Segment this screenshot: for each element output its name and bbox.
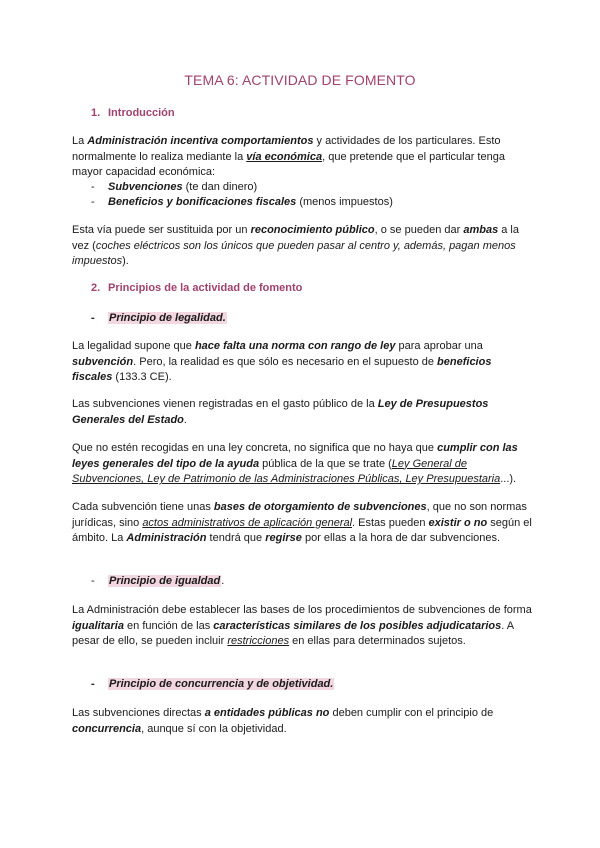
paragraph-intro	[72, 134, 532, 181]
section-heading-introduccion	[91, 107, 175, 119]
emphasis: Administración	[126, 532, 207, 544]
paragraph-leyes-generales	[72, 441, 532, 488]
list-item-subvenciones	[91, 180, 257, 196]
text: , que pretende que el particular tenga mayor capacidad económica:	[72, 150, 505, 178]
principle-heading-igualdad	[91, 574, 224, 590]
text: (te dan dinero)	[182, 181, 258, 193]
text: . A pesar de ello, se pueden incluir	[72, 619, 514, 647]
highlighted-label: Principio de concurrencia y de objetividad.	[109, 678, 334, 690]
law-references: Ley General de Subvenciones, Ley de Patrimonio de las Administraciones Públicas, Ley Presupuestaria	[72, 457, 501, 485]
text: , aunque sí con la objetividad.	[141, 722, 287, 735]
text: a la vez (	[72, 224, 519, 252]
text: en función de las	[123, 619, 214, 632]
text: Esta vía puede ser sustituida por un	[72, 224, 251, 236]
emphasis: ambas	[463, 224, 499, 236]
list-item-beneficios	[91, 195, 393, 211]
emphasis: vía económica	[246, 150, 323, 163]
emphasis: Ley de Presupuestos Generales del Estado	[72, 398, 489, 426]
emphasis: a entidades públicas	[204, 707, 313, 719]
section-number: 1.	[91, 107, 101, 119]
emphasis: hace falta una norma con rango de ley	[194, 340, 396, 352]
text: Las subvenciones directas	[72, 707, 205, 719]
emphasis: igualitaria	[72, 619, 124, 632]
paragraph-bases	[72, 500, 532, 547]
text: pública de la que se trate (	[259, 457, 392, 470]
text: Que no estén recogidas en una ley concreta, no significa que no haya que	[72, 442, 438, 454]
emphasis: cumplir con las leyes generales del tipo de la ayuda	[72, 442, 518, 470]
text: tendrá que	[206, 532, 266, 544]
section-label: Principios de la actividad de fomento	[108, 282, 303, 294]
emphasis: reconocimiento público	[250, 224, 375, 236]
text: . Estas pueden	[352, 516, 429, 529]
emphasis: regirse	[265, 532, 302, 544]
bullet-dash: -	[91, 196, 95, 208]
text: (133.3 CE).	[112, 371, 172, 383]
text: y actividades de los particulares. Esto normalmente lo realiza mediante la	[72, 135, 501, 163]
underlined-term: actos administrativos de aplicación general	[142, 516, 353, 529]
paragraph-concurrencia	[72, 706, 532, 737]
text: para aprobar una	[395, 340, 483, 352]
section-label: Introducción	[108, 107, 175, 119]
paragraph-legalidad	[72, 339, 532, 386]
text: La	[72, 135, 88, 147]
document-title: TEMA 6: ACTIVIDAD DE FOMENTO	[184, 72, 416, 88]
text: por ellas a la hora de dar subvenciones.	[301, 532, 501, 544]
section-heading-principios	[91, 282, 302, 294]
text: .	[221, 575, 225, 587]
emphasis: bases de otorgamiento de subvenciones	[213, 501, 427, 513]
text: Las subvenciones vienen registradas en el gasto público de la	[72, 398, 378, 410]
highlighted-label: Principio de igualdad	[109, 575, 221, 587]
section-number: 2.	[91, 282, 101, 294]
text: (menos impuestos)	[296, 196, 393, 208]
text: , que no son normas jurídicas, sino	[72, 501, 527, 529]
emphasis: Administración incentiva comportamientos	[87, 135, 314, 147]
text: según el ámbito. La	[72, 516, 532, 544]
paragraph-igualdad	[72, 603, 532, 650]
text: Cada subvención tiene unas	[72, 501, 214, 513]
emphasis: beneficios fiscales	[72, 355, 492, 383]
emphasis: características similares de los posibles adjudicatarios	[213, 619, 502, 632]
emphasis: no	[315, 707, 330, 719]
text: ...).	[500, 473, 517, 485]
text: en ellas para determinados sujetos.	[289, 635, 466, 647]
example-note: coches eléctricos son los únicos que pueden pasar al centro y, además, pagan menos impuestos	[72, 239, 516, 267]
bullet-dash: -	[91, 678, 95, 690]
emphasis: concurrencia	[72, 722, 142, 735]
text: .	[183, 413, 187, 426]
text: , o se pueden dar	[374, 224, 464, 236]
emphasis: Subvenciones	[108, 181, 183, 193]
paragraph-presupuestos	[72, 397, 532, 428]
text: deben cumplir con el principio de	[329, 707, 494, 719]
principle-heading-legalidad	[91, 311, 227, 327]
bullet-dash: -	[91, 181, 95, 193]
text: . Pero, la realidad es que sólo es necesario en el supuesto de	[133, 355, 438, 368]
highlighted-label: Principio de legalidad.	[109, 312, 226, 324]
emphasis: Beneficios y bonificaciones fiscales	[108, 196, 297, 208]
emphasis: subvención	[72, 355, 134, 368]
paragraph-sustitucion	[72, 223, 532, 270]
text: La legalidad supone que	[72, 340, 195, 352]
text: ).	[122, 255, 129, 267]
emphasis: existir o no	[428, 516, 488, 529]
text: La Administración debe establecer las bases de los procedimientos de subvenciones de forma	[72, 604, 532, 616]
bullet-dash: -	[91, 575, 95, 587]
underlined-term: restricciones	[227, 635, 290, 647]
bullet-dash: -	[91, 312, 95, 324]
principle-heading-concurrencia	[91, 677, 334, 693]
